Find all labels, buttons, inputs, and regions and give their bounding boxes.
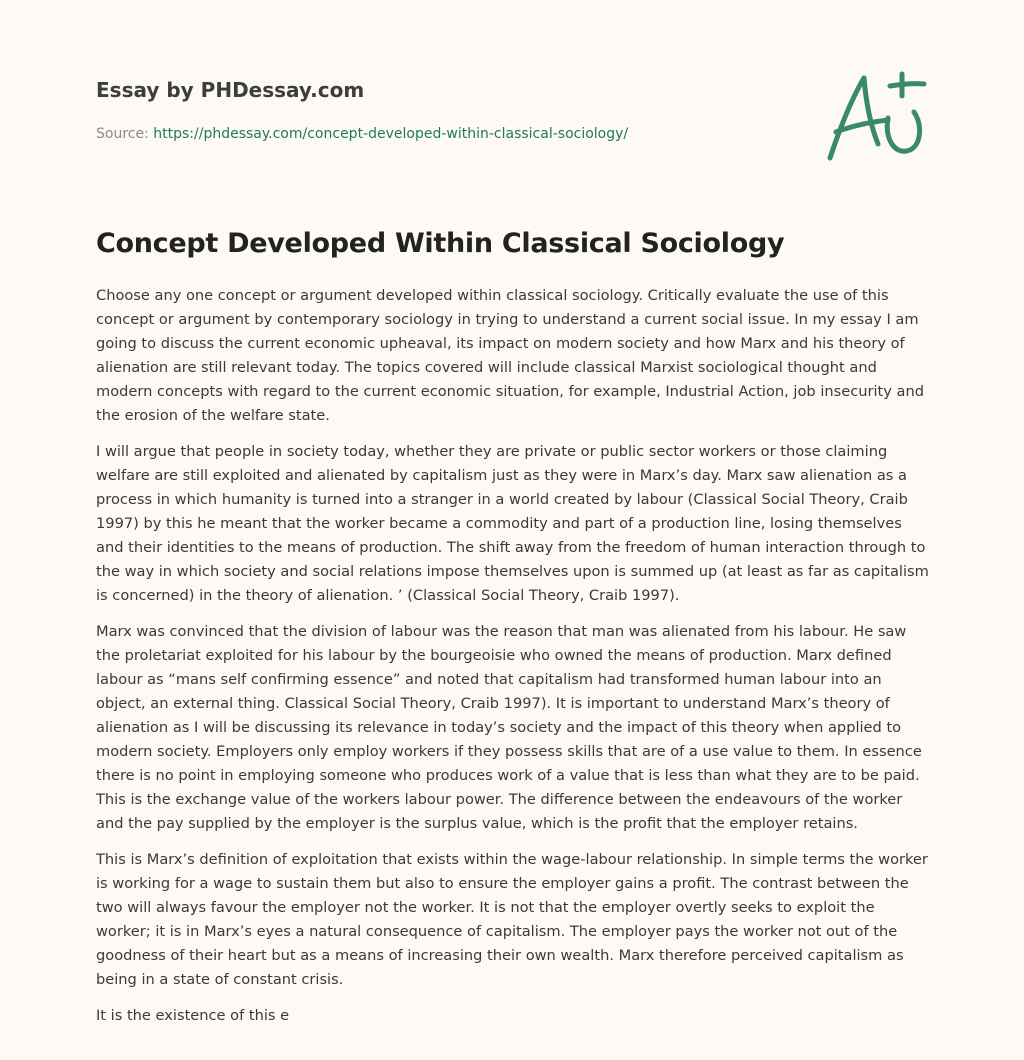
source-link[interactable]: https://phdessay.com/concept-developed-within-classical-sociology/ — [153, 126, 629, 142]
source-label: Source: — [96, 126, 149, 142]
page-header — [96, 76, 796, 144]
essay-paragraph: Choose any one concept or argument developed within classical sociology. Critically evaluate the use of this concept or argument by contemporary sociology in trying to understand a current social issue. In my essay I am going to discuss the current economic upheaval, its impact on modern society and how Marx and his theory of alienation are still relevant today. The topics covered will include classical Marxist sociological thought and modern concepts with regard to the current economic situation, for example, Industrial Action, job insecurity and the erosion of the welfare state. — [96, 287, 924, 424]
a-plus-logo-icon — [818, 66, 930, 166]
essay-paragraph: Marx was convinced that the division of labour was the reason that man was alienated from his labour. He saw the proletariat exploited for his labour by the bourgeoisie who owned the means of production. Marx defined labour as “mans self confirming essence” and noted that capitalism had transformed human labour into an object, an external thing. Classical Social Theory, Craib 1997). It is important to understand Marx’s theory of alienation as I will be discussing its relevance in today’s society and the impact of this theory when applied to modern society. Employers only employ workers if they possess skills that are of a use value to them. In essence there is no point in employing someone who produces work of a value that is less than what they are to be paid. This is the exchange value of the workers labour power. The difference between the endeavours of the worker and the pay supplied by the employer is the surplus value, which is the profit that the employer retains. — [96, 623, 922, 832]
essay-body — [96, 284, 932, 1040]
source-line — [96, 124, 796, 144]
essay-title: Concept Developed Within Classical Sociology — [96, 228, 785, 259]
site-title: Essay by PHDessay.com — [96, 78, 365, 102]
essay-paragraph: This is Marx’s definition of exploitation that exists within the wage-labour relationship. In simple terms the worker is working for a wage to sustain them but also to ensure the employer gains a profit. The contrast between the two will always favour the employer not the worker. It is not that the employer overtly seeks to exploit the worker; it is in Marx’s eyes a natural consequence of capitalism. The employer pays the worker not out of the goodness of their heart but as a means of increasing their own wealth. Marx therefore perceived capitalism as being in a state of constant crisis. — [96, 851, 928, 988]
essay-paragraph: I will argue that people in society today, whether they are private or public sector workers or those claiming welfare are still exploited and alienated by capitalism just as they were in Marx’s day. Marx saw alienation as a process in which humanity is turned into a stranger in a world created by labour (Classical Social Theory, Craib 1997) by this he meant that the worker became a commodity and part of a production line, losing themselves and their identities to the means of production. The shift away from the freedom of human interaction through to the way in which society and social relations impose themselves upon is summed up (at least as far as capitalism is concerned) in the theory of alienation. ’ (Classical Social Theory, Craib 1997). — [96, 443, 929, 604]
essay-paragraph-truncated: It is the existence of this e — [96, 1007, 290, 1024]
